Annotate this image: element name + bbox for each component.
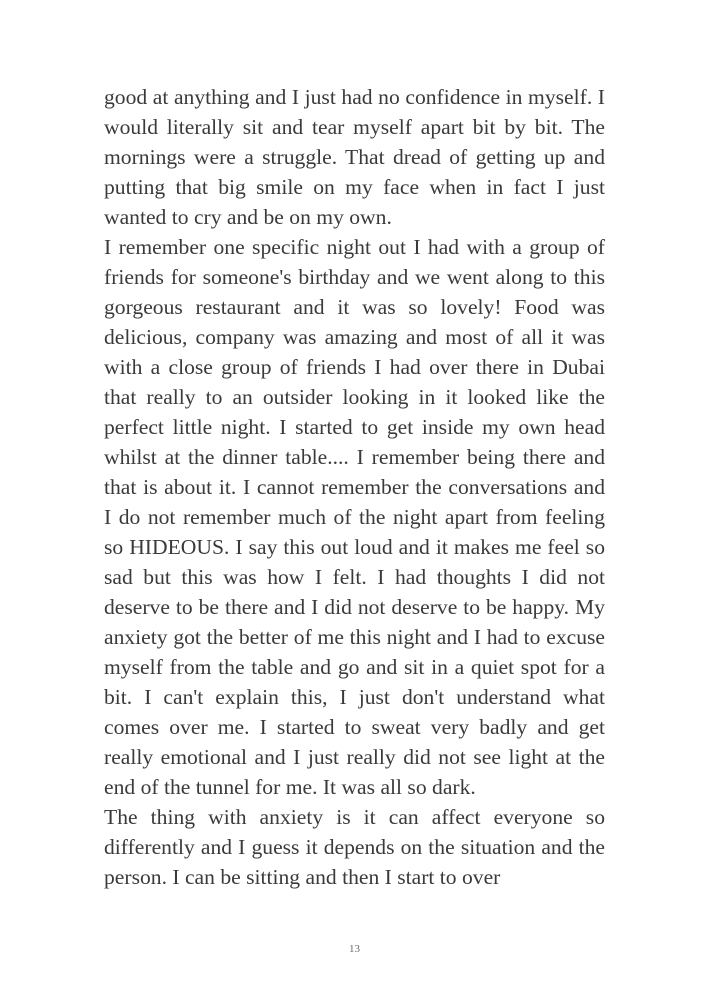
body-text: [104, 82, 605, 892]
page-number: 13: [349, 943, 360, 955]
paragraph-3: The thing with anxiety is it can affect everyone so differently and I guess it depends on the situation and the person. I can be sitting and then I start to over: [104, 805, 605, 889]
paragraph-1: good at anything and I just had no confidence in myself. I would literally sit and tear myself apart bit by bit. The mornings were a struggle. That dread of getting up and putting that big smile on my face when in fact I just wanted to cry and be on my own.: [104, 85, 605, 229]
paragraph-2: I remember one specific night out I had with a group of friends for someone's birthday and we went along to this gorgeous restaurant and it was so lovely! Food was delicious, company was amazing and most of all it was with a close group of friends I had over there in Dubai that really to an outsider looking in it looked like the perfect little night. I started to get inside my own head whilst at the dinner table.... I remember being there and that is about it. I cannot remember the conversations and I do not remember much of the night apart from feeling so HIDEOUS. I say this out loud and it makes me feel so sad but this was how I felt. I had thoughts I did not deserve to be there and I did not deserve to be happy. My anxiety got the better of me this night and I had to excuse myself from the table and go and sit in a quiet spot for a bit. I can't explain this, I just don't understand what comes over me. I started to sweat very badly and get really emotional and I just really did not see light at the end of the tunnel for me. It was all so dark.: [104, 235, 605, 799]
